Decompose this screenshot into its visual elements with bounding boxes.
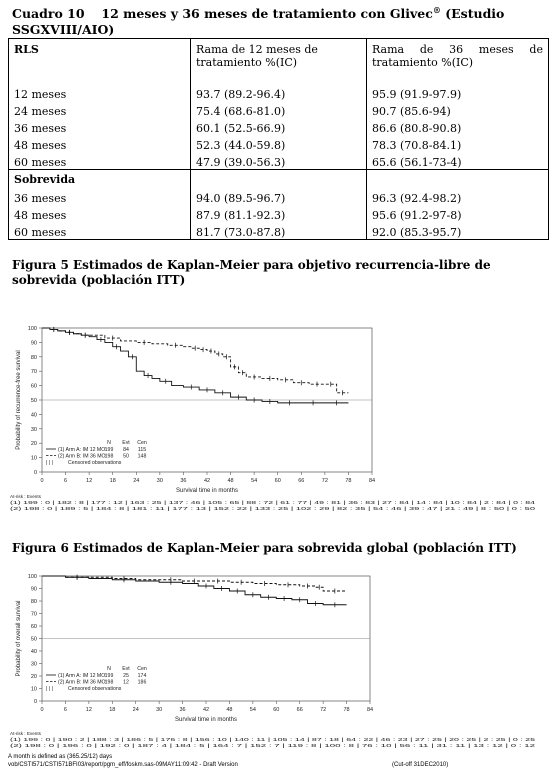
legend-n: 199 <box>104 673 114 679</box>
at-risk-title: At-risk : Events <box>10 494 41 499</box>
y-tick-label: 80 <box>30 599 37 605</box>
arm-36-value: 78.3 (70.8-84.1) <box>367 135 549 152</box>
x-axis-label: Survival time in months <box>174 717 238 723</box>
header-arm-36: Rama de 36 meses de tratamiento %(IC) <box>367 39 549 80</box>
legend-cen: 186 <box>137 679 147 686</box>
recurrence-free-survival-chart <box>0 292 555 532</box>
y-axis-label: Probability of recurrence-free survival <box>16 350 22 450</box>
y-tick-label: 80 <box>30 354 37 361</box>
y-tick-label: 40 <box>30 412 37 419</box>
x-tick-label: 72 <box>320 707 327 713</box>
legend-evt: 50 <box>123 453 129 460</box>
overall-survival-chart <box>0 558 555 754</box>
y-tick-label: 0 <box>33 699 37 705</box>
y-tick-label: 10 <box>30 455 37 462</box>
x-tick-label: 6 <box>63 707 67 713</box>
x-tick-label: 12 <box>86 478 93 484</box>
arm-12-value: 75.4 (68.6-81.0) <box>191 101 367 118</box>
y-tick-label: 70 <box>30 611 37 618</box>
x-tick-label: 48 <box>227 478 234 484</box>
arm-12-value: 94.0 (89.5-96.7) <box>191 188 367 205</box>
table-row <box>9 118 549 135</box>
x-tick-label: 78 <box>345 478 352 484</box>
y-tick-label: 20 <box>30 441 37 448</box>
at-risk-row: (1) 199 : 0 | 182 : 8 | 177 : 12 | 163 : 25 | 137 : 46 | 105 : 65 | 88 : 72 | 61 : 77 | 49 : 81 | 36 : 83 | 27 : 84 | 14 : 84 | 10 : 84 | 2 : 84 | 0 : 84 <box>10 500 537 505</box>
arm-36-value: 92.0 (85.3-95.7) <box>367 222 549 240</box>
legend-cen: 174 <box>137 673 147 679</box>
x-tick-label: 0 <box>40 707 44 713</box>
legend-label: (2) Arm B: IM 36 MO: <box>58 679 107 686</box>
header-rls: RLS <box>9 39 191 80</box>
x-tick-label: 30 <box>156 707 163 713</box>
arm-36-value: 96.3 (92.4-98.2) <box>367 188 549 205</box>
figure-6-caption: Figura 6 Estimados de Kaplan-Meier para sobrevida global (población ITT) <box>12 541 517 555</box>
results-table <box>8 38 549 240</box>
x-tick-label: 84 <box>366 707 374 713</box>
row-label: 48 meses <box>9 135 191 152</box>
section-empty-cell <box>367 170 549 189</box>
y-tick-label: 10 <box>30 686 37 693</box>
y-tick-label: 100 <box>27 326 37 332</box>
legend-n: 198 <box>104 453 114 460</box>
y-tick-label: 40 <box>30 649 37 655</box>
table-row <box>9 101 549 118</box>
results-table-body <box>9 39 549 240</box>
legend-n: 198 <box>104 679 114 686</box>
table-row <box>9 79 549 101</box>
legend-censor-symbol: | | | <box>46 686 53 692</box>
x-axis-label: Survival time in months <box>175 488 239 494</box>
x-tick-label: 36 <box>180 478 187 484</box>
x-tick-label: 66 <box>298 478 305 484</box>
arm-36-value: 65.6 (56.1-73-4) <box>367 152 549 170</box>
figure-5-caption: Figura 5 Estimados de Kaplan-Meier para objetivo recurrencia-libre de sobrevida (población ITT) <box>12 258 491 287</box>
header-arm-12: Rama de 12 meses de tratamiento %(IC) <box>191 39 367 80</box>
x-tick-label: 24 <box>133 478 140 484</box>
legend-header-cen: Cen <box>137 666 147 672</box>
row-label: 12 meses <box>9 79 191 101</box>
table-header-row <box>9 39 549 80</box>
row-label: 36 meses <box>9 188 191 205</box>
legend-label: (2) Arm B: IM 36 MO: <box>58 453 107 460</box>
section-empty-cell <box>191 170 367 189</box>
table-title <box>12 2 547 38</box>
table-row <box>9 222 549 240</box>
arm-36-value: 95.9 (91.9-97.9) <box>367 79 549 101</box>
row-label: 60 meses <box>9 152 191 170</box>
x-tick-label: 30 <box>156 478 163 484</box>
x-tick-label: 54 <box>249 707 256 713</box>
row-label: 24 meses <box>9 101 191 118</box>
y-tick-label: 60 <box>30 383 37 390</box>
at-risk-row: (2) 198 : 0 | 189 : 5 | 184 : 8 | 181 : 11 | 177 : 13 | 152 : 22 | 133 : 25 | 102 : 29 | 82 : 35 | 54 : 46 | 39 : 47 | 21 : 49 | 8 : 50 | 0 : 50 <box>10 506 537 511</box>
y-axis-label: Probability of overall survival <box>16 600 22 677</box>
x-tick-label: 72 <box>321 478 328 484</box>
legend-header-n: N <box>107 440 111 446</box>
x-tick-label: 6 <box>64 478 68 484</box>
x-tick-label: 24 <box>132 707 139 713</box>
legend-header-cen: Cen <box>137 440 147 446</box>
x-tick-label: 0 <box>40 478 44 484</box>
row-label: 36 meses <box>9 118 191 135</box>
x-tick-label: 66 <box>296 707 303 713</box>
x-tick-label: 60 <box>274 478 281 484</box>
legend-censored: Censored observations <box>68 460 122 466</box>
legend-label: (1) Arm A: IM 12 MO: <box>58 673 107 679</box>
legend-header-evt: Evt <box>122 440 130 446</box>
legend-censored: Censored observations <box>68 686 122 692</box>
y-tick-label: 60 <box>30 624 37 630</box>
table-title-rest: (Estudio SSGXVIII/AIO) <box>12 6 505 38</box>
y-tick-label: 90 <box>30 586 37 593</box>
x-tick-label: 18 <box>109 707 116 713</box>
at-risk-row: (2) 198 : 0 | 196 : 0 | 192 : 0 | 187 : 4 | 184 : 5 | 164 : 7 | 152 : 7 | 119 : 8 | 100 : 8 | 76 : 10 | 56 : 11 | 31 : 11 | 13 : 12 | 0 : 12 <box>10 743 537 748</box>
x-tick-label: 84 <box>368 478 376 484</box>
footnote-month: A month is defined as (365.25/12) days <box>8 754 113 760</box>
y-tick-label: 30 <box>30 426 37 433</box>
y-tick-label: 0 <box>33 470 37 476</box>
legend-n: 199 <box>104 447 114 453</box>
x-tick-label: 18 <box>109 478 116 484</box>
row-label: 48 meses <box>9 205 191 222</box>
y-tick-label: 50 <box>30 398 37 404</box>
footnote-cutoff: (Cut-off 31DEC2010) <box>392 762 449 768</box>
table-row <box>9 135 549 152</box>
table-title-main: Cuadro 10 12 meses y 36 meses de tratamiento con Glivec <box>12 6 433 22</box>
arm-12-value: 87.9 (81.1-92.3) <box>191 205 367 222</box>
arm-12-value: 81.7 (73.0-87.8) <box>191 222 367 240</box>
table-row <box>9 188 549 205</box>
table-row <box>9 205 549 222</box>
y-tick-label: 20 <box>30 674 37 680</box>
series-arm-b-line <box>42 328 348 393</box>
arm-36-value: 90.7 (85.6-94) <box>367 101 549 118</box>
x-tick-label: 54 <box>251 478 258 484</box>
at-risk-title: At-risk : Events <box>10 731 41 736</box>
x-tick-label: 78 <box>343 707 350 713</box>
x-tick-label: 60 <box>273 707 280 713</box>
y-tick-label: 30 <box>30 661 37 668</box>
arm-12-value: 47.9 (39.0-56.3) <box>191 152 367 170</box>
section-row-sobrevida <box>9 170 549 189</box>
y-tick-label: 100 <box>27 574 37 580</box>
legend-cen: 148 <box>137 453 147 460</box>
arm-12-value: 60.1 (52.5-66.9) <box>191 118 367 135</box>
y-tick-label: 90 <box>30 340 37 347</box>
x-tick-label: 12 <box>85 707 92 713</box>
x-tick-label: 42 <box>203 478 211 484</box>
series-arm-a-line <box>42 328 348 403</box>
legend-evt: 84 <box>123 447 129 453</box>
x-tick-label: 36 <box>179 707 186 713</box>
table-row <box>9 152 549 170</box>
legend-label: (1) Arm A: IM 12 MO: <box>58 447 107 453</box>
legend-censor-symbol: | | | <box>46 460 53 466</box>
registered-mark: ® <box>432 5 441 15</box>
legend-evt: 25 <box>123 673 129 679</box>
legend-evt: 12 <box>123 679 129 686</box>
at-risk-row: (1) 199 : 0 | 190 : 2 | 188 : 3 | 186 : 5 | 176 : 8 | 156 : 10 | 140 : 11 | 105 : 14 | 87 : 18 | 64 : 22 | 46 : 23 | 27 : 25 | 20 : 25 | 2 : 25 | 0 : 25 <box>10 737 537 742</box>
arm-36-value: 86.6 (80.8-90.8) <box>367 118 549 135</box>
x-tick-label: 42 <box>202 707 210 713</box>
legend-header-evt: Evt <box>122 666 130 672</box>
arm-36-value: 95.6 (91.2-97-8) <box>367 205 549 222</box>
section-label: Sobrevida <box>9 170 191 189</box>
x-tick-label: 48 <box>226 707 233 713</box>
legend-cen: 115 <box>137 447 147 453</box>
y-tick-label: 70 <box>30 369 37 376</box>
footnote-path: vob/CSTI571/CSTI571BFI03/report/pgm_eff/foskm.sas-09MAY11:09:42 - Draft Version <box>8 762 238 768</box>
arm-12-value: 93.7 (89.2-96.4) <box>191 79 367 101</box>
row-label: 60 meses <box>9 222 191 240</box>
arm-12-value: 52.3 (44.0-59.8) <box>191 135 367 152</box>
legend-header-n: N <box>107 666 111 672</box>
y-tick-label: 50 <box>30 636 37 643</box>
